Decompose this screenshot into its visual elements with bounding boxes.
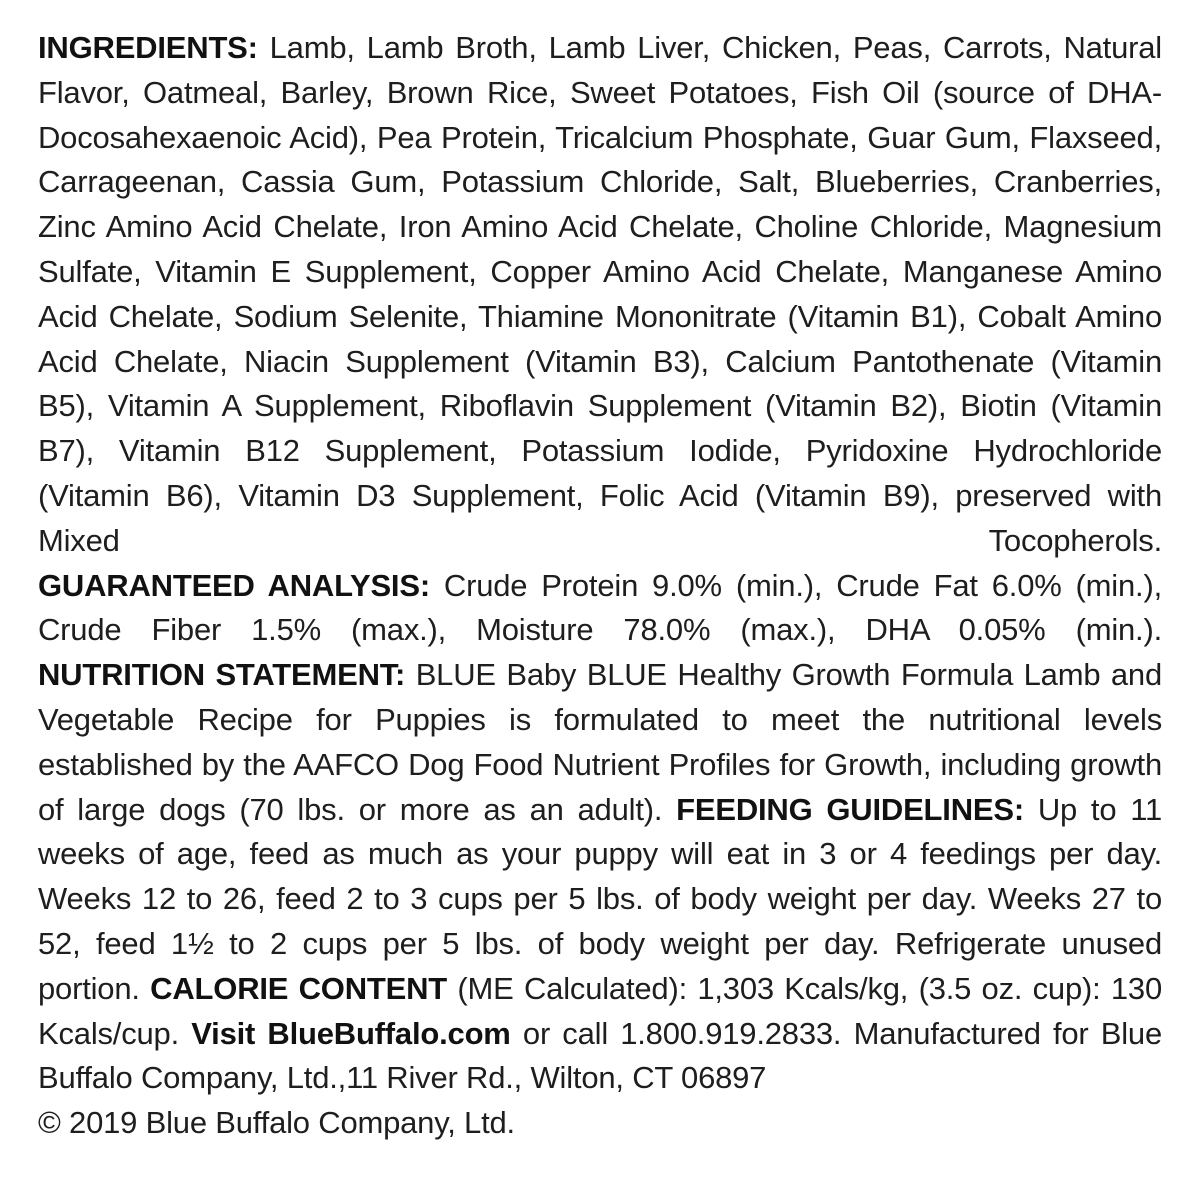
pet-food-label [38,26,1162,1146]
calorie-content-text: (ME Calculated): 1,303 Kcals/kg, (3.5 oz. cup): 130 Kcals/cup. [38,970,1163,1051]
ingredients-heading: INGREDIENTS: [38,30,258,65]
phone-text: or call 1.800.919.2833. [522,1015,842,1051]
guaranteed-analysis-section [38,564,1162,654]
copyright-text: © 2019 Blue Buffalo Company, Ltd. [38,1105,515,1141]
manufacturer-text: Manufactured for Blue Buffalo Company, Ltd.,11 River Rd., Wilton, CT 06897 [38,1015,1163,1096]
guaranteed-analysis-heading: GUARANTEED ANALYSIS: [38,567,430,603]
statement-section [38,653,1162,1101]
nutrition-statement-heading: NUTRITION STATEMENT: [38,657,406,693]
feeding-guidelines-text: Up to 11 weeks of age, feed as much as your puppy will eat in 3 or 4 feedings per day. Weeks 12 to 26, feed 2 to 3 cups per 5 lbs. of body weight per day. Weeks 27 to 52, feed 1½ to 2 cups per 5 lbs. of body weight per day. Refrigerate unused portion. [38,791,1163,1006]
ingredients-section [38,26,1162,564]
calorie-content-heading: CALORIE CONTENT [150,970,448,1006]
guaranteed-analysis-text: Crude Protein 9.0% (min.), Crude Fat 6.0% (min.), Crude Fiber 1.5% (max.), Moisture 78.0% (max.), DHA 0.05% (min.). [38,567,1162,648]
ingredients-text: Lamb, Lamb Broth, Lamb Liver, Chicken, Peas, Carrots, Natural Flavor, Oatmeal, Barley, Brown Rice, Sweet Potatoes, Fish Oil (source of DHA-Docosahexaenoic Acid), Pea Protein, Tricalcium Phosphate, Guar Gum, Flaxseed, Carrageenan, Cassia Gum, Potassium Chloride, Salt, Blueberries, Cranberries, Zinc Amino Acid Chelate, Iron Amino Acid Chelate, Choline Chloride, Magnesium Sulfate, Vitamin E Supplement, Copper Amino Acid Chelate, Manganese Amino Acid Chelate, Sodium Selenite, Thiamine Mononitrate (Vitamin B1), Cobalt Amino Acid Chelate, Niacin Supplement (Vitamin B3), Calcium Pantothenate (Vitamin B5), Vitamin A Supplement, Riboflavin Supplement (Vitamin B2), Biotin (Vitamin B7), Vitamin B12 Supplement, Potassium Iodide, Pyridoxine Hydrochloride (Vitamin B6), Vitamin D3 Supplement, Folic Acid (Vitamin B9), preserved with Mixed Tocopherols. [38,30,1162,558]
feeding-guidelines-heading: FEEDING GUIDELINES: [676,791,1024,827]
nutrition-statement-text: BLUE Baby BLUE Healthy Growth Formula Lamb and Vegetable Recipe for Puppies is formulated to meet the nutritional levels established by the AAFCO Dog Food Nutrient Profiles for Growth, including growth of large dogs (70 lbs. or more as an adult). [38,657,1162,827]
visit-website-link[interactable]: Visit BlueBuffalo.com [191,1015,511,1051]
